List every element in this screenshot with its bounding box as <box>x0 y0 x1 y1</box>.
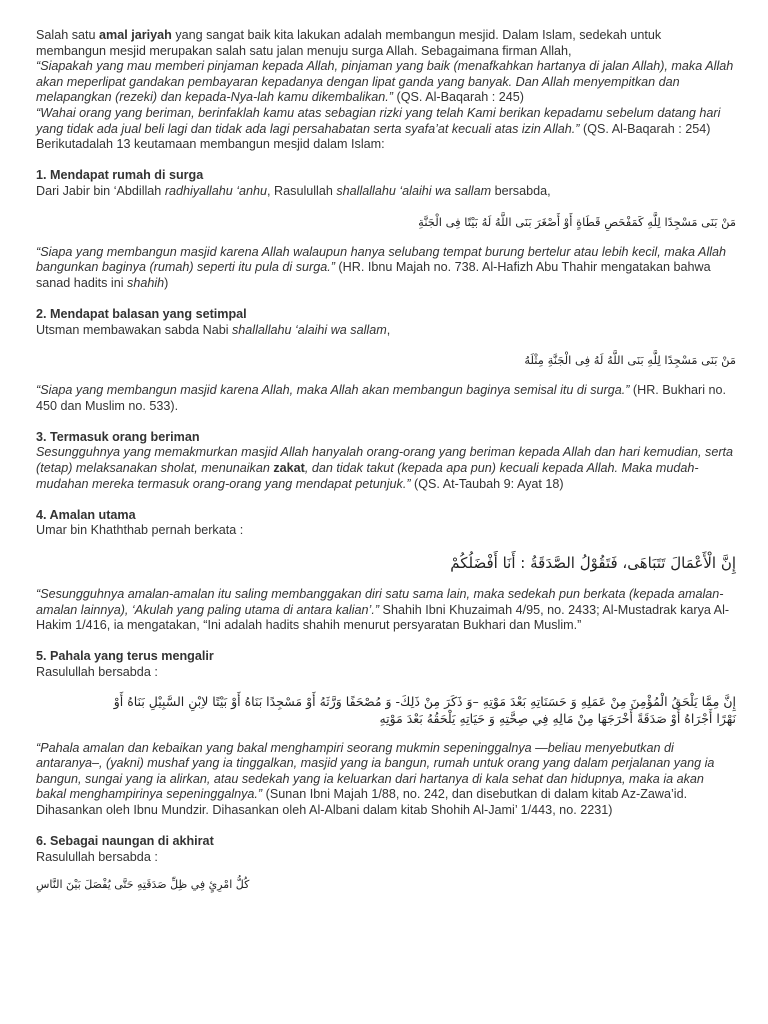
text: (QS. At-Taubah 9: Ayat 18) <box>410 476 564 491</box>
section-5-arabic-line-1: إِنَّ مِمَّا يَلْحَقُ الْمُؤْمِنَ مِنْ عَمَلِهِ وَ حَسَنَاتِهِ بَعْدَ مَوْتِهِ –وَ ذَكَرَ مِنْ ذَلِكَ- وَ مُصْحَفًا وَرَّثَهُ أَوْ مَسْجِدًا بَنَاهُ أَوْ بَيْتًا لاِبْنِ السَّبِيْلِ بَنَاهُ أَوْ <box>113 693 736 709</box>
text: zakat <box>273 461 305 476</box>
section-5-heading: 5. Pahala yang terus mengalir <box>36 649 214 664</box>
text: radhiyallahu ‘anhu <box>164 183 268 198</box>
quran-ref-1: (QS. Al-Baqarah : 245) <box>393 90 524 105</box>
text: shallallahu ‘alaihi wa sallam <box>336 183 492 198</box>
text: shallallahu ‘alaihi wa sallam <box>232 322 387 337</box>
section-4-translation <box>36 587 736 634</box>
intro-lead: Berikutadalah 13 keutamaan membangun mesjid dalam Islam: <box>36 137 385 152</box>
text: (HR. Ibnu Majah no. 738. Al-Hafizh Abu Thahir mengatakan bahwa sanad hadits ini <box>36 260 711 290</box>
section-1-heading: 1. Mendapat rumah di surga <box>36 168 204 183</box>
quran-quote-2: “Wahai orang yang beriman, berinfaklah kamu atas sebagian rizki yang telah Kami berikan kepadamu sebelum datang hari yang tidak ada jual beli lagi dan tidak ada lagi persahabatan serta syafa’at kecuali atas izin Allah.” <box>36 105 721 136</box>
section-3-text <box>36 445 736 492</box>
text: , Rasulullah <box>267 183 337 198</box>
section-4-heading: 4. Amalan utama <box>36 507 136 522</box>
text: “Siapa yang membangun masjid karena Allah, maka Allah akan membangun baginya semisal itu di surga.” <box>36 383 630 398</box>
text: “Pahala amalan dan kebaikan yang bakal menghampiri seorang mukmin sepeninggalnya —beliau menyebutkan di antaranya–, (yakni) mushaf yang ia tinggalkan, masjid yang ia bangun, rumah untuk orang yang dalam perjalanan yang ia bangun, sungai yang ia alirkan, atau sedekah yang ia keluarkan dari hartanya di kala sehat dan hidupnya, maka ia akan bakal menghampirinya sepeninggalnya.” <box>36 740 715 802</box>
section-2-intro <box>36 323 736 339</box>
section-5-arabic-line-2: نَهْرًا أَجْرَاهُ أَوْ صَدَقَةً أَخْرَجَهَا مِنْ مَالِهِ فِي صِحَّتِهِ وَ حَيَاتِهِ يَلْحَقُهُ بَعْدَ مَوْتِهِ <box>379 710 736 726</box>
section-3-heading: 3. Termasuk orang beriman <box>36 429 200 444</box>
quran-quote-1: “Siapakah yang mau memberi pinjaman kepada Allah, pinjaman yang baik (menafkahkan hartanya di jalan Allah), maka Allah akan meperlipat gandakan pembayaran kepadanya dengan lipat ganda yang banyak. Dan Allah menyempitkan dan melapangkan (rezeki) dan kepada-Nya-lah kamu dikembalikan.” <box>36 59 734 105</box>
text: “Sesungguhnya amalan-amalan itu saling membanggakan diri satu sama lain, maka sedekah pun berkata (kepada amalan-amalan lainnya), ‘Akulah yang paling utama di antara kalian’.” <box>36 587 724 617</box>
section-6-arabic: كُلُّ امْرِئٍ فِي ظِلِّ صَدَقَتِهِ حَتَّى يُفْصَلَ بَيْنَ النَّاسِ <box>36 878 250 892</box>
text: Sesungguhnya yang memakmurkan masjid Allah hanyalah orang-orang yang beriman kepada Allah dan hari kemudian, serta (tetap) melaksanakan sholat, menunaikan <box>36 445 734 476</box>
text: , dan tidak takut (kepada apa pun) kecuali kepada Allah. Maka mudah-mudahan mereka termasuk orang-orang yang mendapat petunjuk.” <box>36 461 699 491</box>
quran-ref-2: (QS. Al-Baqarah : 254) <box>579 121 711 136</box>
section-4-arabic: إِنَّ الْأَعْمَالَ تَتَبَاهَى، فَتَقُوْلُ الصَّدَقَةُ : أَنَا أَفْضَلُكُمْ <box>450 554 736 573</box>
text: (HR. Bukhari no. 450 dan Muslim no. 533). <box>36 383 726 413</box>
intro-text: membangun mesjid merupakan salah satu jalan menuju surga Allah. Sebagaimana firman Allah, <box>36 43 572 58</box>
text: , <box>386 322 391 337</box>
section-6-heading: 6. Sebagai naungan di akhirat <box>36 834 214 849</box>
section-2-heading: 2. Mendapat balasan yang setimpal <box>36 306 247 321</box>
text: (Sunan Ibni Majah 1/88, no. 242, dan disebutkan di dalam kitab Az-Zawa’id. Dihasankan oleh Ibnu Mundzir. Dihasankan oleh Al-Albani dalam kitab Shohih Al-Jami’ 1/443, no. 2231) <box>36 787 688 817</box>
section-2-translation <box>36 383 736 414</box>
section-5-intro: Rasulullah bersabda : <box>36 665 158 679</box>
text: Dari Jabir bin ‘Abdillah <box>36 183 165 198</box>
section-1-translation <box>36 245 736 292</box>
text: “Siapa yang membangun masjid karena Allah walaupun hanya selubang tempat burung bertelur atau lebih kecil, maka Allah bangunkan baginya (rumah) seperti itu pula di surga.” <box>36 244 727 275</box>
intro-text: yang sangat baik kita lakukan adalah membangun mesjid. Dalam Islam, sedekah untuk <box>171 28 662 42</box>
section-6-intro: Rasulullah bersabda : <box>36 849 158 864</box>
section-1-arabic: مَنْ بَنَى مَسْجِدًا لِلَّهِ كَمَفْحَصِ قَطَاةٍ أَوْ أَصْغَرَ بَنَى اللَّهُ لَهُ بَيْتًا فِى الْجَنَّةِ <box>418 214 736 229</box>
text: bersabda, <box>491 183 551 198</box>
section-2-arabic: مَنْ بَنَى مَسْجِدًا لِلَّهِ بَنَى اللَّهُ لَهُ فِى الْجَنَّةِ مِثْلَهُ <box>524 353 736 368</box>
section-1-intro <box>36 184 736 200</box>
intro-text: Salah satu <box>36 28 100 42</box>
text: Utsman membawakan sabda Nabi <box>36 322 232 337</box>
intro-paragraph <box>36 28 736 153</box>
text: ) <box>164 275 169 290</box>
section-5-translation <box>36 741 736 819</box>
text: shahih <box>127 275 165 290</box>
intro-bold-term: amal jariyah <box>99 28 172 42</box>
text: Shahih Ibni Khuzaimah 4/95, no. 2433; Al-Mustadrak karya Al-Hakim 1/416, ia mengatakan, “Ini adalah hadits shahih menurut persyaratan Bukhari dan Muslim.” <box>36 602 730 633</box>
section-4-intro: Umar bin Khaththab pernah berkata : <box>36 523 244 538</box>
